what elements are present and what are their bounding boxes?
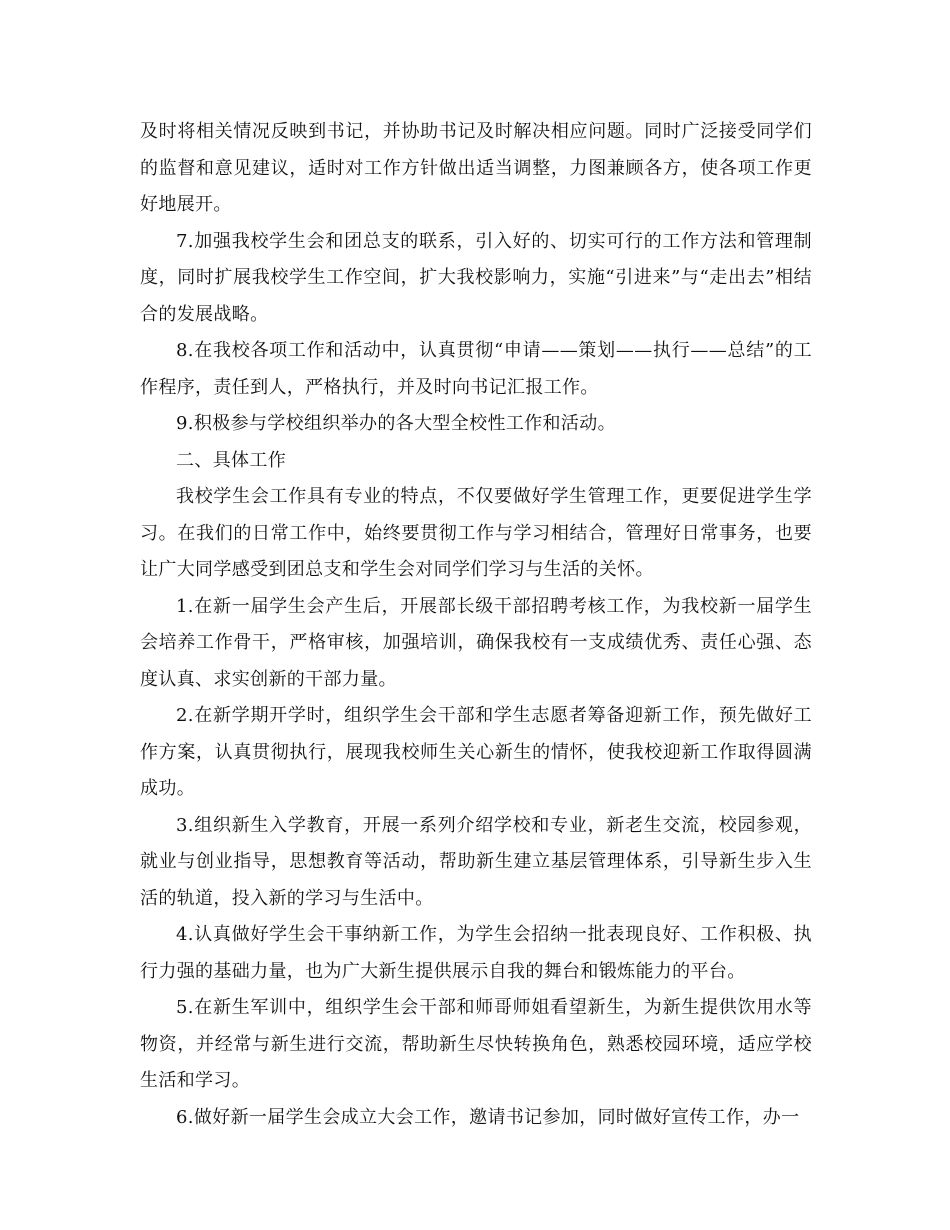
paragraph-continuation: 及时将相关情况反映到书记，并协助书记及时解决相应问题。同时广泛接受同学们的监督和意见建议，适时对工作方针做出适当调整，力图兼顾各方，使各项工作更好地展开。 bbox=[140, 121, 812, 215]
paragraph-task-2: 2.在新学期开学时，组织学生会干部和学生志愿者筹备迎新工作，预先做好工作方案，认真贯彻执行，展现我校师生关心新生的情怀，使我校迎新工作取得圆满成功。 bbox=[140, 705, 812, 799]
paragraph-task-3: 3.组织新生入学教育，开展一系列介绍学校和专业，新老生交流，校园参观，就业与创业指导，思想教育等活动，帮助新生建立基层管理体系，引导新生步入生活的轨道，投入新的学习与生活中。 bbox=[140, 814, 812, 909]
paragraph-item-8: 8.在我校各项工作和活动中，认真贯彻“申请——策划——执行——总结”的工作程序，责任到人，严格执行，并及时向书记汇报工作。 bbox=[140, 340, 812, 398]
section-heading: 二、具体工作 bbox=[176, 449, 287, 471]
paragraph-item-7: 7.加强我校学生会和团总支的联系，引入好的、切实可行的工作方法和管理制度，同时扩展我校学生工作空间，扩大我校影响力，实施“引进来”与“走出去”相结合的发展战略。 bbox=[140, 230, 812, 325]
paragraph-task-5: 5.在新生军训中，组织学生会干部和师哥师姐看望新生，为新生提供饮用水等物资，并经常与新生进行交流，帮助新生尽快转换角色，熟悉校园环境，适应学校生活和学习。 bbox=[140, 997, 812, 1091]
paragraph-item-9: 9.积极参与学校组织举办的各大型全校性工作和活动。 bbox=[176, 413, 616, 434]
paragraph-task-4: 4.认真做好学生会干事纳新工作，为学生会招纳一批表现良好、工作积极、执行力强的基础力量，也为广大新生提供展示自我的舞台和锻炼能力的平台。 bbox=[140, 924, 812, 982]
paragraph-task-1: 1.在新一届学生会产生后，开展部长级干部招聘考核工作，为我校新一届学生会培养工作骨干，严格审核，加强培训，确保我校有一支成绩优秀、责任心强、态度认真、求实创新的干部力量。 bbox=[140, 595, 812, 690]
section-intro-paragraph: 我校学生会工作具有专业的特点，不仅要做好学生管理工作，更要促进学生学习。在我们的日常工作中，始终要贯彻工作与学习相结合，管理好日常事务，也要让广大同学感受到团总支和学生会对同学们学习与生活的关怀。 bbox=[140, 486, 812, 580]
paragraph-task-6: 6.做好新一届学生会成立大会工作，邀请书记参加，同时做好宣传工作，办一 bbox=[176, 1106, 800, 1128]
document-body bbox=[140, 114, 812, 1136]
